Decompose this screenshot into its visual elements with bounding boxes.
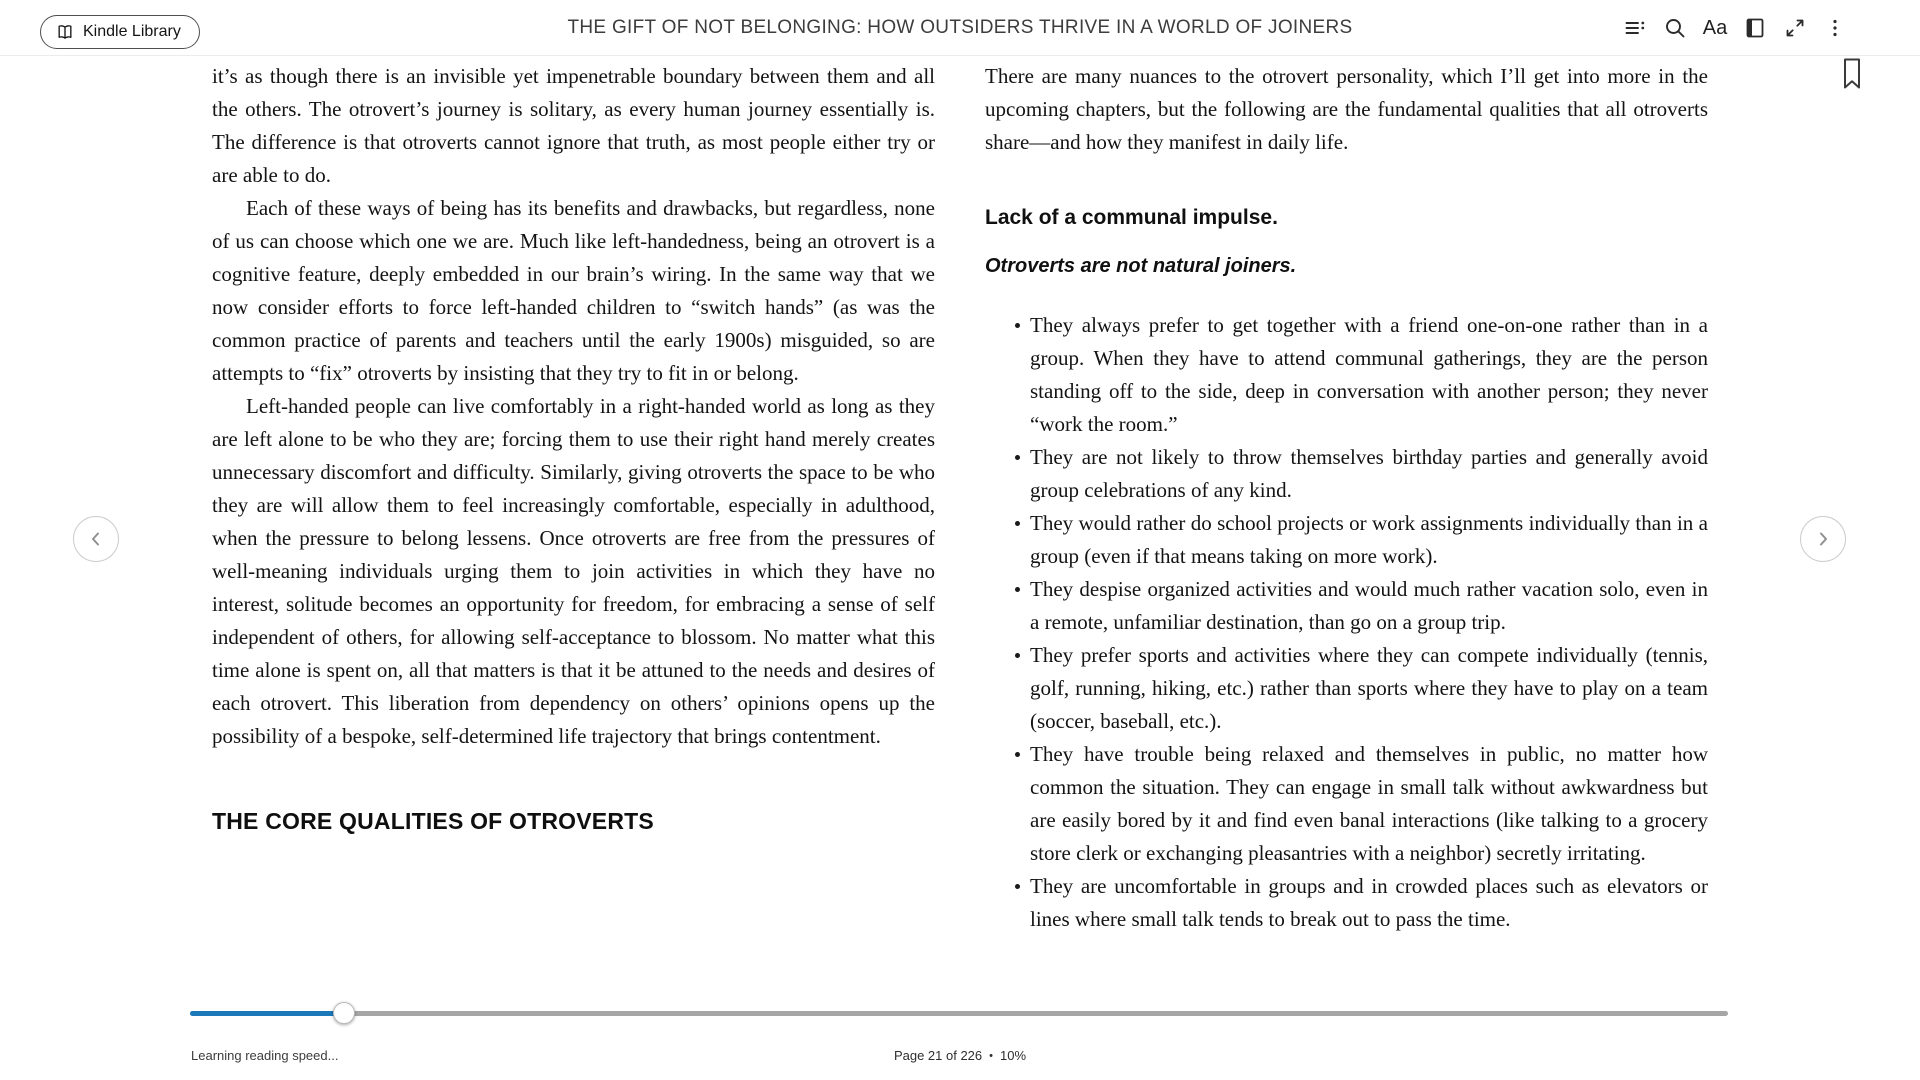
list-item: They prefer sports and activities where they can compete individually (tennis, golf, running, hiking, etc.) rather than sports where they have to play on a team (soccer, baseball, etc.). [1030,639,1708,738]
list-item: They always prefer to get together with a friend one-on-one rather than in a group. When they have to attend communal gatherings, they are the person standing off to the side, deep in conversation with another person; they never “work the room.” [1030,309,1708,441]
list-item: They have trouble being relaxed and themselves in public, no matter how common the situation. They can engage in small talk without awkwardness but are easily bored by it and find even banal interactions (like talking to a grocery store clerk or exchanging pleasantries with a neighbor) secretly irritating. [1030,738,1708,870]
list-item: They are not likely to throw themselves birthday parties and generally avoid group celebrations of any kind. [1030,441,1708,507]
section-heading: THE CORE QUALITIES OF OTROVERTS [212,808,654,834]
bookmark-icon[interactable] [1840,58,1864,90]
toolbar-actions [1623,0,1847,56]
progress-track[interactable] [190,1011,1728,1016]
kindle-library-button[interactable] [40,15,200,49]
progress-fill [190,1011,344,1016]
quality-subheading: Lack of a communal impulse. [985,206,1278,229]
page-left-column [212,60,935,838]
top-toolbar [0,0,1920,56]
fullscreen-icon[interactable] [1783,16,1807,40]
search-icon[interactable] [1663,16,1687,40]
toc-notes-icon[interactable] [1623,16,1647,40]
book-title: THE GIFT OF NOT BELONGING: HOW OUTSIDERS THRIVE IN A WORLD OF JOINERS [567,17,1353,38]
chevron-right-icon [1814,530,1832,548]
page-number-label: Page 21 of 226 [893,1048,983,1063]
list-item: They would rather do school projects or work assignments individually than in a group (even if that means taking on more work). [1030,507,1708,573]
qualities-list [985,309,1708,936]
list-item: They are uncomfortable in groups and in crowded places such as elevators or lines where small talk tends to break out to pass the time. [1030,870,1708,936]
separator-dot: • [989,1050,994,1062]
previous-page-button[interactable] [73,516,119,562]
body-paragraph: Left-handed people can live comfortably in a right-handed world as long as they are left alone to be who they are; forcing them to use their right hand merely creates unnecessary discomfort and difficulty. Similarly, giving otroverts the space to be who they are will allow them to feel increasingly comfortable, especially in adulthood, when the pressure to belong lessens. Once otroverts are free from the pressures of well-meaning individuals urging them to join activities in which they have no interest, solitude becomes an opportunity for freedom, for embracing a sense of self independent of others, for allowing self-acceptance to blossom. No matter what this time alone is spent on, all that matters is that it be attuned to the needs and desires of each otrovert. This liberation from dependency on others’ opinions opens up the possibility of a bespoke, self-determined life trajectory that brings contentment. [212,394,935,748]
body-paragraph: There are many nuances to the otrovert personality, which I’ll get into more in the upcoming chapters, but the following are the fundamental qualities that all otroverts share—and how they manifest in daily life. [985,64,1708,154]
reading-progress-slider[interactable] [190,1002,1728,1024]
progress-handle[interactable] [333,1002,355,1024]
body-paragraph: it’s as though there is an invisible yet impenetrable boundary between them and all the others. The otrovert’s journey is solitary, as every human journey essentially is. The difference is that otroverts cannot ignore that truth, as most people either try or are able to do. [212,64,935,187]
chevron-left-icon [87,530,105,548]
percent-label: 10% [1000,1048,1027,1063]
page-layout-icon[interactable] [1743,16,1767,40]
quality-subheading-italic: Otroverts are not natural joiners. [985,255,1297,277]
body-paragraph: Each of these ways of being has its benefits and drawbacks, but regardless, none of us can choose which one we are. Much like left-handedness, being an otrovert is a cognitive feature, deeply embedded in our brain’s wiring. In the same way that we now consider efforts to force left-handed children to “switch hands” (as was the common practice of parents and teachers until the early 1900s) misguided, so are attempts to “fix” otroverts by insisting that they try to fit in or belong. [212,196,935,385]
kindle-library-label: Kindle Library [83,23,181,40]
page-position-status [0,1048,1920,1063]
list-item: They despise organized activities and would much rather vacation solo, even in a remote, unfamiliar destination, than go on a group trip. [1030,573,1708,639]
next-page-button[interactable] [1800,516,1846,562]
reading-speed-status: Learning reading speed... [191,1048,339,1063]
open-book-icon [55,22,75,42]
font-settings-icon[interactable]: Aa [1702,16,1728,39]
page-right-column [985,60,1708,936]
more-menu-icon[interactable] [1823,16,1847,40]
